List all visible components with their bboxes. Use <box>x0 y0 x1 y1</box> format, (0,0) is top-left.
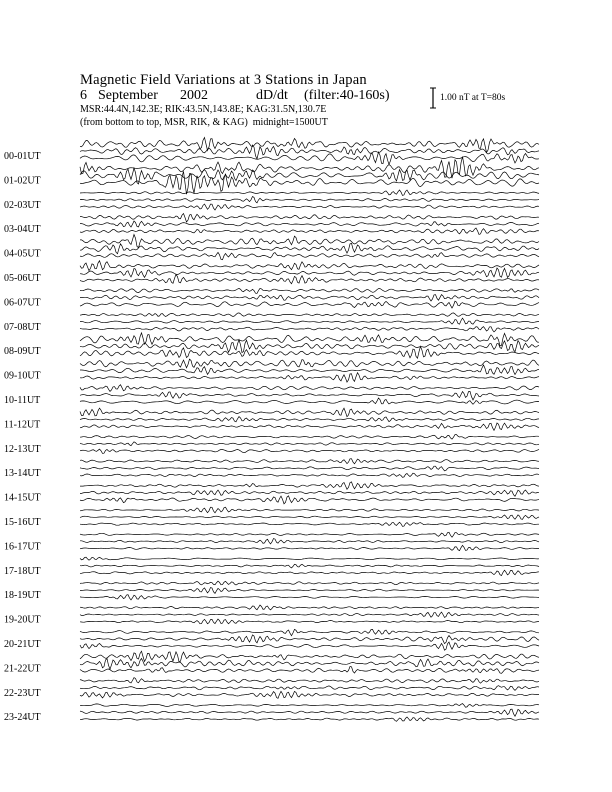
trace-rik-02-03ut <box>80 197 539 203</box>
trace-rik-09-10ut <box>80 365 539 375</box>
trace-rik-00-01ut <box>80 145 539 159</box>
trace-msr-18-19ut <box>80 595 539 600</box>
trace-rik-06-07ut <box>80 295 539 301</box>
trace-rik-12-13ut <box>80 442 539 446</box>
trace-kag-13-14ut <box>80 459 539 464</box>
hour-label: 19-20UT <box>4 614 41 626</box>
trace-rik-23-24ut <box>80 709 539 716</box>
hour-label: 14-15UT <box>4 492 41 504</box>
trace-kag-02-03ut <box>80 190 539 195</box>
trace-kag-06-07ut <box>80 288 539 293</box>
trace-kag-00-01ut <box>80 138 539 153</box>
trace-msr-03-04ut <box>80 228 539 234</box>
trace-msr-04-05ut <box>80 252 539 259</box>
trace-rik-19-20ut <box>80 612 539 617</box>
trace-kag-23-24ut <box>80 704 539 708</box>
hour-label: 23-24UT <box>4 712 41 724</box>
hour-label: 07-08UT <box>4 321 41 333</box>
hour-label: 10-11UT <box>4 395 41 406</box>
trace-msr-22-23ut <box>80 691 539 698</box>
quantity-label: dD/dt <box>256 88 288 103</box>
hour-label: 09-10UT <box>4 370 41 382</box>
trace-msr-21-22ut <box>80 667 539 674</box>
trace-msr-19-20ut <box>80 619 539 624</box>
trace-kag-16-17ut <box>80 532 539 537</box>
trace-msr-00-01ut <box>80 152 539 165</box>
hour-label: 17-18UT <box>4 565 41 577</box>
trace-kag-14-15ut <box>80 482 539 489</box>
trace-kag-17-18ut <box>80 557 539 560</box>
hour-label: 04-05UT <box>4 248 41 260</box>
trace-msr-07-08ut <box>80 327 539 332</box>
trace-msr-06-07ut <box>80 301 539 308</box>
trace-msr-10-11ut <box>80 398 539 404</box>
hour-label: 15-16UT <box>4 517 41 528</box>
hour-label: 08-09UT <box>4 346 41 358</box>
date-month: September <box>98 88 158 103</box>
trace-kag-19-20ut <box>80 605 539 610</box>
trace-msr-17-18ut <box>80 570 539 575</box>
trace-rik-21-22ut <box>80 658 539 669</box>
trace-kag-11-12ut <box>80 408 539 417</box>
station-order: (from bottom to top, MSR, RIK, & KAG) <box>80 117 248 128</box>
trace-kag-09-10ut <box>80 359 539 368</box>
trace-rik-15-16ut <box>80 515 539 519</box>
hour-label: 22-23UT <box>4 687 41 699</box>
chart-title: Magnetic Field Variations at 3 Stations in Japan <box>80 72 367 88</box>
trace-kag-10-11ut <box>80 385 539 392</box>
trace-kag-15-16ut <box>80 507 539 513</box>
trace-msr-23-24ut <box>80 717 539 721</box>
trace-msr-08-09ut <box>80 346 539 358</box>
hour-label: 02-03UT <box>4 199 41 211</box>
trace-rik-16-17ut <box>80 539 539 544</box>
trace-msr-15-16ut <box>80 522 539 526</box>
hour-label: 01-02UT <box>4 175 41 187</box>
trace-kag-21-22ut <box>80 651 539 661</box>
trace-kag-18-19ut <box>80 581 539 585</box>
trace-rik-20-21ut <box>80 635 539 644</box>
trace-kag-03-04ut <box>80 214 539 223</box>
trace-msr-09-10ut <box>80 373 539 382</box>
trace-kag-05-06ut <box>80 261 539 271</box>
trace-kag-04-05ut <box>80 235 539 248</box>
date-day: 6 <box>80 88 87 103</box>
hour-label: 11-12UT <box>4 419 41 431</box>
trace-msr-13-14ut <box>80 473 539 477</box>
hour-label: 03-04UT <box>4 224 41 236</box>
filter-label: (filter:40-160s) <box>304 88 390 103</box>
trace-rik-07-08ut <box>80 318 539 324</box>
trace-kag-20-21ut <box>80 629 539 635</box>
midnight-note: midnight=1500UT <box>252 117 328 128</box>
hour-label: 21-22UT <box>4 663 41 675</box>
hour-label: 20-21UT <box>4 639 41 650</box>
trace-rik-03-04ut <box>80 221 539 227</box>
trace-rik-14-15ut <box>80 490 539 496</box>
hour-label: 18-19UT <box>4 590 41 602</box>
trace-rik-10-11ut <box>80 391 539 400</box>
hour-label: 13-14UT <box>4 468 41 480</box>
hour-label: 16-17UT <box>4 541 41 553</box>
hour-label: 06-07UT <box>4 297 41 309</box>
trace-rik-11-12ut <box>80 417 539 422</box>
trace-msr-16-17ut <box>80 545 539 550</box>
trace-rik-22-23ut <box>80 686 539 691</box>
trace-rik-13-14ut <box>80 466 539 471</box>
trace-msr-14-15ut <box>80 496 539 504</box>
trace-msr-11-12ut <box>80 423 539 430</box>
trace-msr-05-06ut <box>80 274 539 283</box>
trace-kag-12-13ut <box>80 435 539 440</box>
hour-label: 00-01UT <box>4 151 41 162</box>
trace-rik-17-18ut <box>80 564 539 568</box>
hour-label: 12-13UT <box>4 443 41 455</box>
trace-rik-08-09ut <box>80 340 539 353</box>
station-coordinates: MSR:44.4N,142.3E; RIK:43.5N,143.8E; KAG:31.5N,130.7E <box>80 104 327 115</box>
trace-kag-22-23ut <box>80 678 539 684</box>
trace-rik-18-19ut <box>80 588 539 594</box>
scale-label: 1.00 nT at T=80s <box>440 93 506 103</box>
trace-rik-05-06ut <box>80 268 539 277</box>
trace-kag-07-08ut <box>80 313 539 317</box>
hour-label: 05-06UT <box>4 273 41 284</box>
trace-msr-20-21ut <box>80 642 539 650</box>
trace-msr-12-13ut <box>80 449 539 453</box>
date-year: 2002 <box>180 88 208 103</box>
trace-msr-02-03ut <box>80 204 539 210</box>
